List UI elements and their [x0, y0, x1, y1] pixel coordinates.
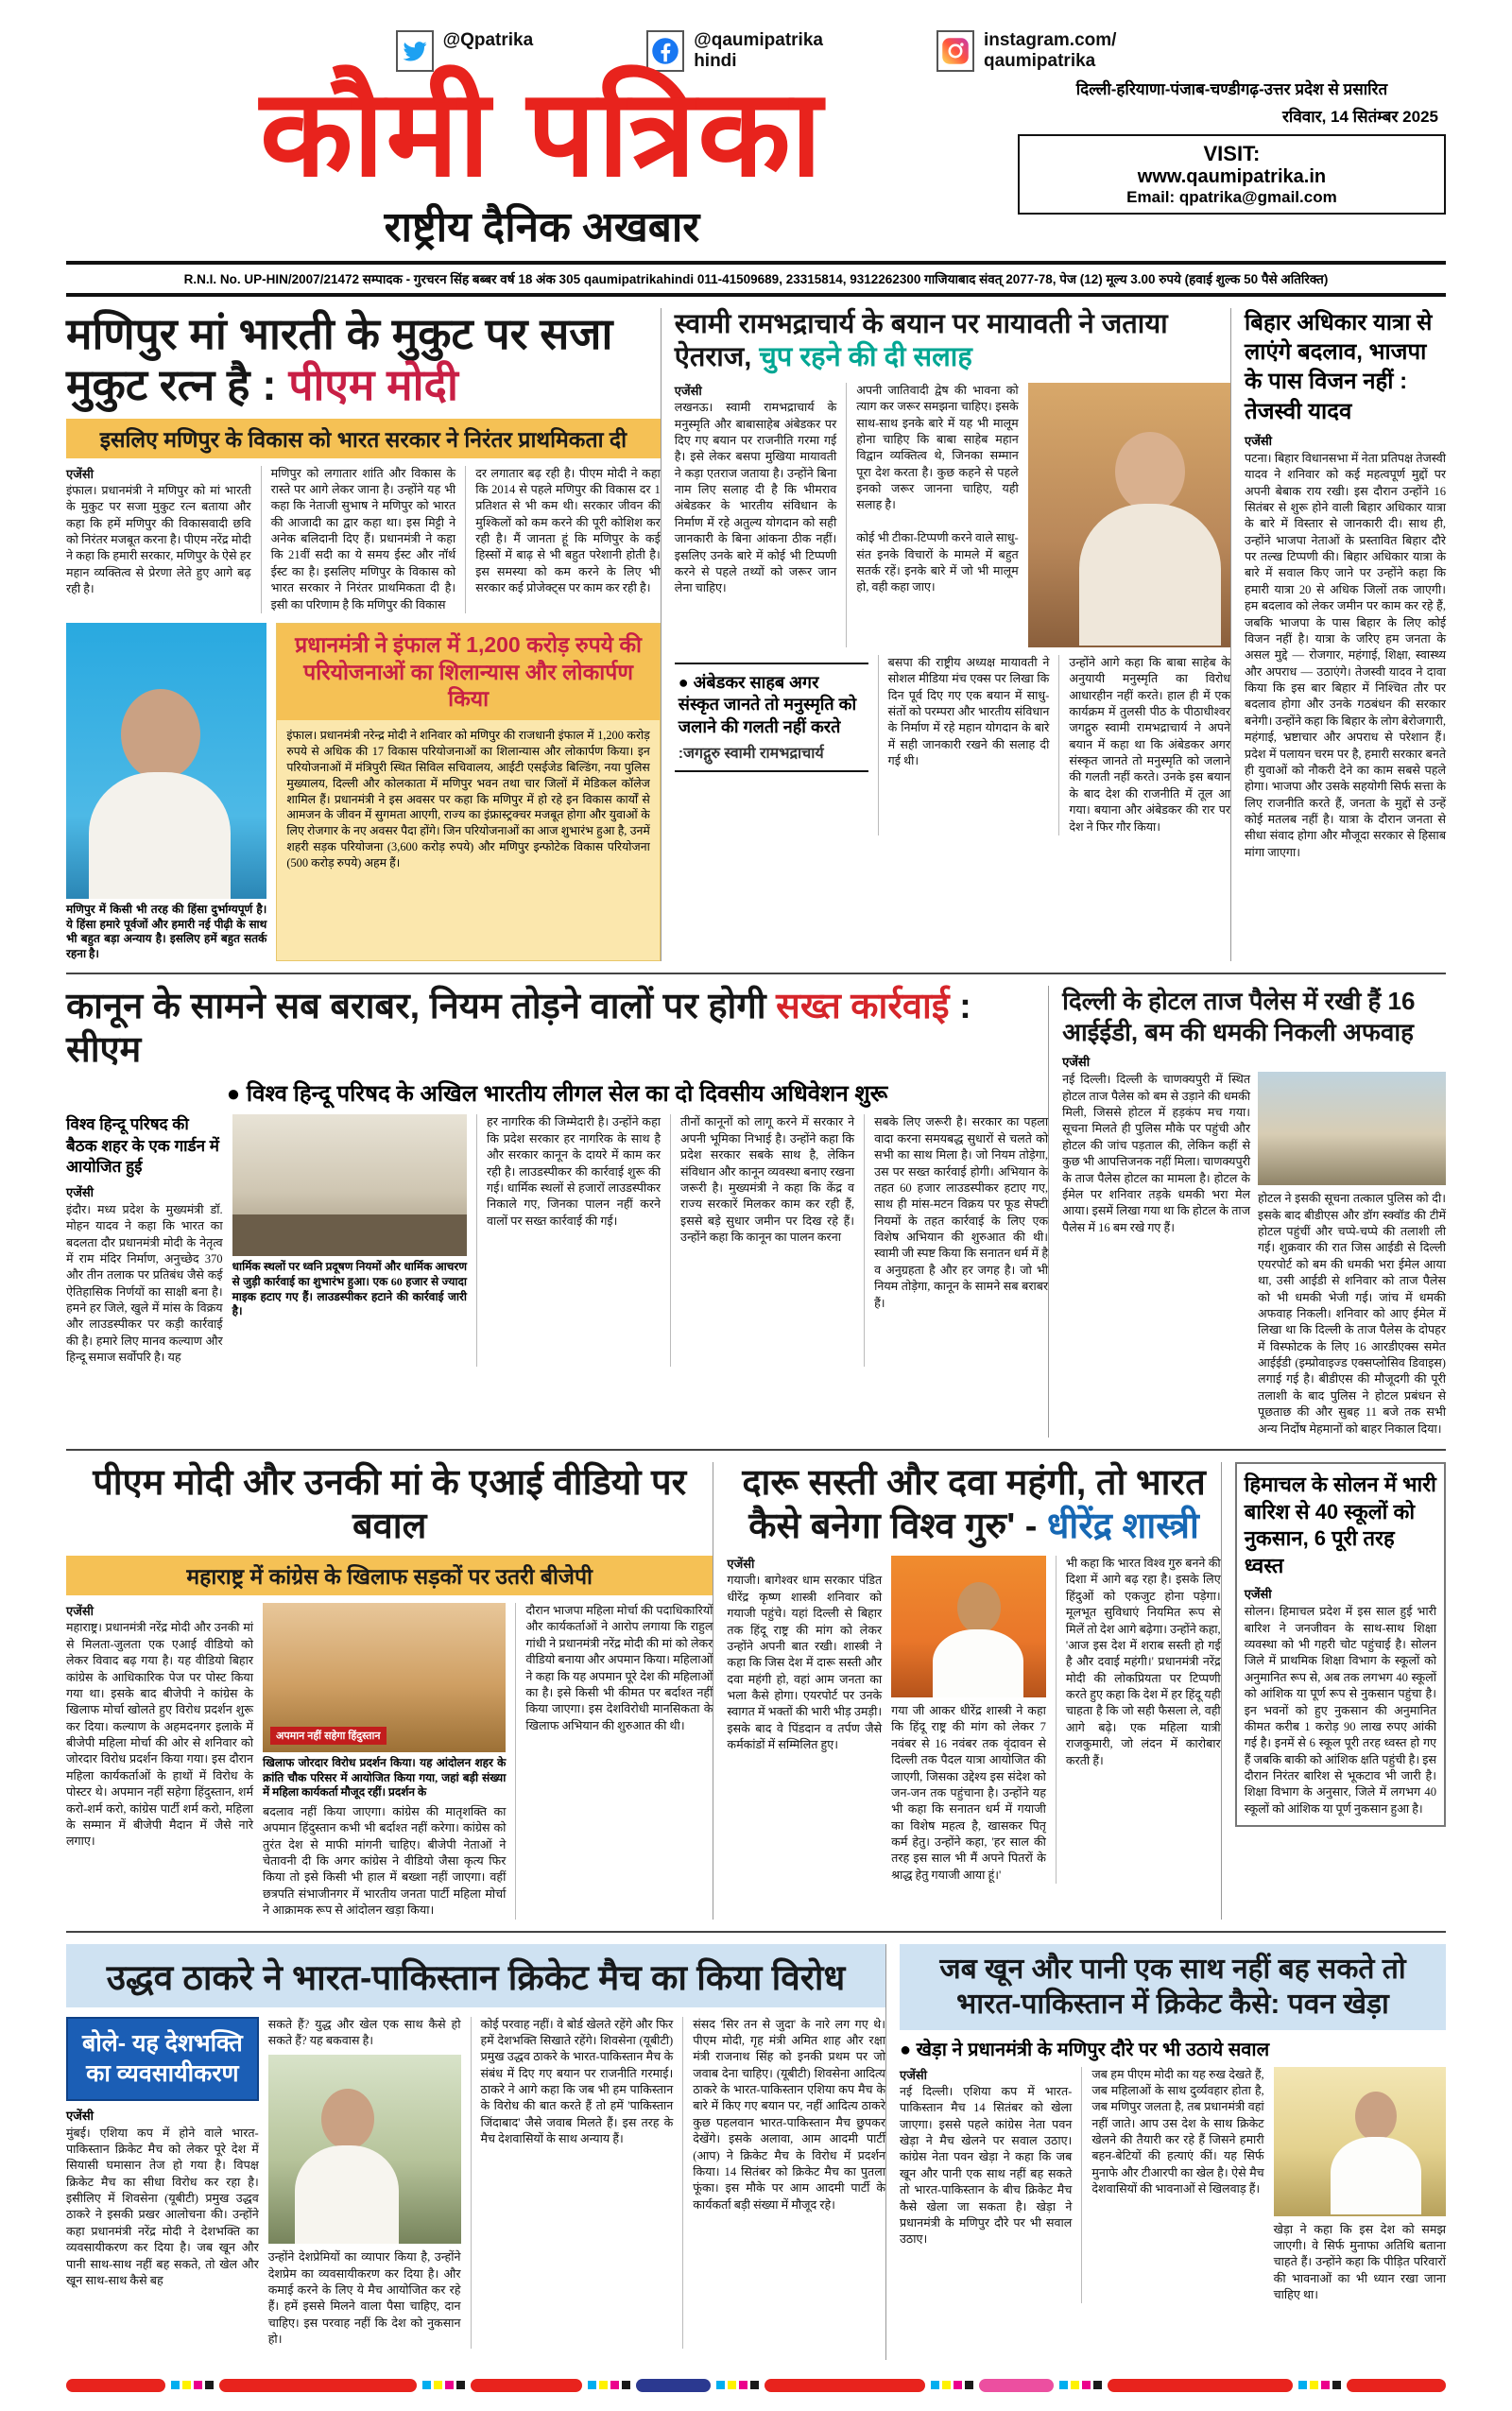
article-himachal-headline: हिमाचल के सोलन में भारी बारिश से 40 स्कूलों को नुकसान, 6 पूरी तरह ध्वस्त — [1244, 1472, 1436, 1577]
article-ai-col2: बदलाव नहीं किया जाएगा। कांग्रेस की मातृशक्ति का अपमान हिंदुस्तान कभी भी बर्दाश्त नहीं करेगा। कांग्रेस को तुरंत देश से माफी मांगनी चाहिए। बीजेपी नेताओं ने चेतावनी दी कि अगर कांग्रेस ने वीडियो जैसा कृत्य फिर किया तो इसे किसी भी हाल में बख्शा नहीं जाएगा। वहीं छत्रपति संभाजीनगर में भारतीय जनता पार्टी महिला मोर्चा ने आक्रामक रूप से आंदोलन खड़ा किया। — [263, 1804, 507, 1918]
article-himachal-box — [1235, 1462, 1446, 1827]
article-taj-headline: दिल्ली के होटल ताज पैलेस में रखी हैं 16 आईईडी, बम की धमकी निकली अफवाह — [1062, 987, 1416, 1046]
band-top — [66, 308, 1446, 961]
article-manipur-col2: मणिपुर को लगातार शांति और विकास के रास्ते पर आगे लेकर जाना है। उन्होंने यह भी कहा कि नेताजी सुभाष ने मणिपुर को भारत की आजादी का द्वार कहा था। इस मिट्टी ने अनेक बलिदानी दिए हैं। प्रधानमंत्री ने कहा कि 21वीं सदी का ये समय ईस्ट और नॉर्थ ईस्ट का है। इसलिए मणिपुर के विकास को भारत सरकार ने निरंतर प्राथमिकता दी है। इसी का परिणाम है कि मणिपुर की विकास — [261, 466, 456, 613]
date-line: रविवार, 14 सितंम्बर 2025 — [1281, 108, 1438, 126]
article-kheda-headline: जब खून और पानी एक साथ नहीं बह सकते तो भारत-पाकिस्तान में क्रिकेट कैसे: पवन खेड़ा — [900, 1944, 1446, 2030]
article-kheda-col3: खेड़ा ने कहा कि इस देश को समझ जाएगी। वे सिर्फ मुनाफा अतिथि बताना चाहते हैं। उन्होंने कहा कि पीड़ित परिवारों की भावनाओं का भी ध्यान रखा जाना चाहिए था। — [1273, 2222, 1446, 2301]
article-manipur-headline: मणिपुर मां भारती के मुकुट पर सजा मुकुट रत्न है : पीएम मोदी — [66, 309, 613, 410]
quote-attribution: :जगद्गुरु स्वामी रामभद्राचार्य — [678, 745, 824, 762]
article-manipur-col3: दर लगातार बढ़ रही है। पीएम मोदी ने कहा कि 2014 से पहले मणिपुर की विकास दर 1 प्रतिशत से भी कम थी। सरकार जीवन की मुश्किलों को कम करने की पूरी कोशिश कर रही है। मैं जानता हूं कि मणिपुर के कई हिस्सों में बाढ़ से भी बहुत परेशानी होती है। इस समस्या को कम करने के लिए भी सरकार कई प्रोजेक्ट्स पर काम कर रही है। — [465, 466, 661, 613]
article-vhp-col1 — [66, 1114, 223, 1366]
page-header — [66, 17, 1446, 297]
band-bottom — [66, 1944, 1446, 2360]
article-taj-col2-block — [1258, 1072, 1446, 1438]
article-himachal — [1235, 1462, 1446, 1920]
article-tejashwi-headline: बिहार अधिकार यात्रा से लाएंगे बदलाव, भाजपा के पास विजन नहीं : तेजस्वी यादव — [1245, 310, 1433, 424]
article-mayawati — [675, 308, 1231, 961]
quote-text: ● अंबेडकर साहब अगर संस्कृत जानते तो मनुस्मृति को जलाने की गलती नहीं करते — [678, 672, 857, 736]
article-kheda — [900, 1944, 1446, 2360]
rambhadracharya-quote-block — [675, 655, 868, 835]
article-mayawati-headline: स्वामी रामभद्राचार्य के बयान पर मायावती ने जताया ऐतराज, चुप रहने की दी सलाह — [674, 309, 1168, 373]
masthead-block — [66, 66, 1018, 253]
visit-label: VISIT: — [1203, 142, 1261, 165]
article-uddhav-col2: सकते हैं? युद्ध और खेल एक साथ कैसे हो सकते हैं? यह बकवास है। — [267, 2017, 461, 2047]
modi-photo-caption: मणिपुर में किसी भी तरह की हिंसा दुर्भाग्यपूर्ण है। ये हिंसा हमारे पूर्वजों और हमारी नई पीढ़ी के साथ भी बहुत बड़ा अन्याय है। इसलिए हमें बहुत सतर्क रहना है। — [66, 902, 267, 960]
article-tejashwi-agency: एजेंसी — [1245, 433, 1273, 448]
facebook-handle: @qaumipatrika hindi — [694, 30, 823, 71]
masthead: कौमी पत्रिका — [260, 66, 824, 201]
article-tejashwi-body: पटना। बिहार विधानसभा में नेता प्रतिपक्ष तेजस्वी यादव ने शनिवार को कई महत्वपूर्ण मुद्दों पर अपनी बेबाक राय रखी। इस दौरान उन्होंने 16 सितंबर से शुरू होने वाली बिहार अधिकार यात्रा के बारे में विस्तार से जानकारी दी। साथ ही, उन्होंने भाजपा नेताओं के प्रस्तावित बिहार दौरे पर तल्ख टिप्पणी की। बिहार अधिकार यात्रा के बारे में सवाल किए जाने पर उन्होंने कहा कि हमारी यात्रा 20 से अधिक जिलों तक जाएगी। हम बदलाव को लेकर जमीन पर काम कर रहे हैं, जबकि भाजपा के पास बिहार के लिए कोई विजन नहीं है। यात्रा के जरिए हम जनता के असल मुद्दे — रोजगार, महंगाई, शिक्षा, स्वास्थ्य और अपराध — उठाएंगे। तेजस्वी यादव ने दावा किया कि इस बार बिहार में निश्चित तौर पर बदलाव होगा और उनके गठबंधन की सरकार बनेगी। उन्होंने कहा कि बिहार के लोग बेरोजगारी, महंगाई, भ्रष्टाचार और अपराध से परेशान हैं। प्रदेश में पलायन चरम पर है, हमारी सरकार बनते ही युवाओं को नौकरी देने का काम सबसे पहले होगा। भाजपा और उसके सहयोगी सिर्फ सत्ता के लिए राजनीति करते हैं, जनता के मुद्दों से उन्हें कोई मतलब नहीं है। यात्रा के दौरान जनता से सीधा संवाद होगा और मौजूदा सरकार से हिसाब मांगा जाएगा। — [1245, 451, 1447, 859]
article-manipur-kicker: इसलिए मणिपुर के विकास को भारत सरकार ने निरंतर प्राथमिकता दी — [66, 419, 661, 458]
article-ai-headline: पीएम मोदी और उनकी मां के एआई वीडियो पर बवाल — [93, 1462, 687, 1546]
vhp-convention-photo — [232, 1114, 467, 1256]
bjp-protest-photo — [263, 1603, 506, 1752]
article-ai-col3: दौरान भाजपा महिला मोर्चा की पदाधिकारियों और कार्यकर्ताओं ने आरोप लगाया कि राहुल गांधी ने प्रधानमंत्री नरेंद्र मोदी की मां को लेकर वीडियो बनाया और अपमान किया। महिलाओं ने कहा कि यह अपमान पूरे देश की महिलाओं का है। इसे किसी भी कीमत पर बर्दाश्त नहीं किया जाएगा। इस देशविरोधी मानसिकता के खिलाफ अभियान की शुरुआत की थी। — [515, 1603, 713, 1919]
article-shastri-headline: दारू सस्ती और दवा महंगी, तो भारत कैसे बनेगा विश्व गुरु' - धीरेंद्र शास्त्री — [742, 1462, 1206, 1546]
article-vhp-col3: तीनों कानूनों को लागू करने में सरकार ने अपनी भूमिका निभाई है। उन्होंने कहा कि प्रदेश सरकार सबके साथ है, लेकिन संविधान और कानून व्यवस्था बनाए रखना जरूरी है। मुख्यमंत्री ने कहा कि केंद्र व राज्य सरकारें मिलकर काम कर रही हैं, इससे बड़े सुधार जमीन पर दिख रहे हैं। उन्होंने कहा कि कानून का पालन करना — [670, 1114, 854, 1366]
modi-speech-photo — [66, 623, 266, 899]
visit-url: www.qaumipatrika.in — [1137, 166, 1327, 187]
article-uddhav-headline: उद्धव ठाकरे ने भारत-पाकिस्तान क्रिकेट मैच का किया विरोध — [66, 1944, 885, 2007]
vhp-photo-block — [232, 1114, 467, 1366]
article-mayawati-more1: बसपा की राष्ट्रीय अध्यक्ष मायावती ने सोशल मीडिया मंच एक्स पर लिखा कि दिन पूर्व दिए गए एक बयान में साधु-संतों को परम्परा और भारतीय संविधान के निर्माण में रहे महान योगदान के बारे में सही जानकारी रखने की सलाह दी गई थी। — [878, 655, 1050, 835]
article-manipur-lead — [66, 466, 661, 613]
instagram-icon — [936, 30, 974, 72]
article-taj-agency: एजेंसी — [1062, 1055, 1091, 1070]
article-tejashwi — [1245, 308, 1446, 961]
protest-photo-block — [263, 1603, 506, 1919]
projects-box-title: प्रधानमंत्री ने इंफाल में 1,200 करोड़ रुपये की परियोजनाओं का शिलान्यास और लोकार्पण किया — [277, 624, 659, 720]
article-ai-video — [66, 1462, 713, 1920]
vhp-photo-caption: धार्मिक स्थलों पर ध्वनि प्रदूषण नियमों और धार्मिक आचरण से जुड़ी कार्रवाई का शुभारंभ हुआ। एक 60 हजार से ज्यादा माइक हटाए गए हैं। लाउडस्पीकर हटाने की कार्रवाई जारी है। — [232, 1260, 468, 1318]
article-shastri-col1: एजेंसी गयाजी। बागेश्वर धाम सरकार पंडित धीरेंद्र कृष्ण शास्त्री शनिवार को गयाजी पहुंचे। यहां दिल्ली से बिहार तक हिंदू राष्ट्र की मांग को लेकर उन्होंने अपनी बात रखी। शास्त्री ने कहा कि जिस देश में दारू सस्ती और दवा महंगी हो, वहां आम जनता का भला कैसे होगा। एयरपोर्ट पर उनके स्वागत में भक्तों की भारी भीड़ उमड़ी। इसके बाद वे पिंडदान व तर्पण जैसे कर्मकांडों में सम्मिलित हुए। — [727, 1557, 883, 1752]
taj-hotel-photo — [1258, 1072, 1446, 1185]
publication-info — [1018, 74, 1446, 253]
mayawati-photo-block — [1028, 383, 1230, 647]
article-uddhav-col1-block — [66, 2017, 259, 2349]
masthead-row — [66, 66, 1446, 253]
article-taj-palace — [1062, 986, 1446, 1438]
instagram-handle: instagram.com/ qaumipatrika — [983, 30, 1117, 71]
kheda-photo — [1274, 2067, 1446, 2216]
mayawati-photo — [1028, 383, 1230, 647]
article-shastri — [727, 1462, 1221, 1920]
article-ai-kicker: महाराष्ट्र में कांग्रेस के खिलाफ सड़कों पर उतरी बीजेपी — [66, 1556, 713, 1595]
article-uddhav-col2b: उन्होंने देशप्रेमियों का व्यापार किया है, उन्होंने देशप्रेम का व्यवसायीकरण कर दिया है। और कमाई करने के लिए ये मैच आयोजित कर रहे हैं। हमें इससे मिलने वाला पैसा चाहिए, दान चाहिए। इस परवाह नहीं कि देश को नुकसान हो। — [267, 2250, 461, 2347]
uddhav-photo-block — [268, 2017, 461, 2349]
shastri-photo-block — [891, 1556, 1046, 1884]
social-row — [66, 17, 1446, 74]
visit-box — [1018, 134, 1446, 215]
article-uddhav-agency: एजेंसी — [66, 2108, 94, 2123]
article-kheda-col1: एजेंसी नई दिल्ली। एशिया कप में भारत-पाकिस्तान मैच 14 सितंबर को खेला जाएगा। इससे पहले कांग्रेस नेता पवन खेड़ा ने मैच खेलने पर सवाल उठाए। कांग्रेस नेता पवन खेड़ा ने कहा कि जब खून और पानी एक साथ नहीं बह सकते तो भारत-पाकिस्तान के बीच क्रिकेट मैच कैसे खेला जा सकता है। खेड़ा ने प्रधानमंत्री के मणिपुर दौरे पर भी सवाल उठाए। — [900, 2067, 1073, 2247]
article-mayawati-col2: अपनी जातिवादी द्वेष की भावना को त्याग कर जरूर समझना चाहिए। इसके साथ-साथ इनके बारे में यह भी मालूम होना चाहिए कि बाबा साहेब महान विद्वान व्यक्तित्व थे, जिनका सम्मान पूरा देश करता है। कुछ कहने से पहले इनको जरूर जानना चाहिए, यही सलाह है। कोई भी टीका-टिप्पणी करने वाले साधु-संत इनके विचारों के मामले में बहुत सतर्क रहें। इनके बारे में जो भी मालूम हो, वही कहा जाए। — [846, 383, 1018, 647]
article-shastri-col3: भी कहा कि भारत विश्व गुरु बनने की दिशा में आगे बढ़ रहा है। इसके लिए हिंदुओं को एकजुट होना पड़ेगा। मूलभूत सुविधाएं नियमित रूप से मिलें तो देश आगे बढ़ेगा। उन्होंने कहा, 'आज इस देश में शराब सस्ती हो गई है और दवाई महंगी।' प्रधानमंत्री नरेंद्र मोदी की लोकप्रियता पर टिप्पणी करते हुए कहा कि देश में हर हिंदू यही चाहता है कि जो सही फैसला ले, वही आगे बढ़े। एक महिला यात्री राजकुमारी, जो लंदन में कारोबार करती हैं। — [1056, 1556, 1221, 1884]
band-middle — [66, 1462, 1446, 1920]
band-legal-cell — [66, 986, 1446, 1438]
article-himachal-agency: एजेंसी — [1244, 1587, 1272, 1602]
article-vhp-subhead: ● विश्व हिन्दू परिषद के अखिल भारतीय लीगल सेल का दो दिवसीय अधिवेशन शुरू — [226, 1081, 888, 1108]
article-vhp-col4: सबके लिए जरूरी है। सरकार का पहला वादा करना समयबद्ध सुधारों से चलते को सभी का साथ मिला है। जो नियम तोड़ेगा, उस पर सख्त कार्रवाई होगी। अभियान के तहत 60 हजार लाउडस्पीकर हटाए गए, साथ ही मांस-मटन विक्रय पर फूड सेफ्टी नियमों के तहत कार्रवाई के लिए एक विशेष अभियान की शुरुआत की थी। स्वामी जी स्पष्ट किया कि सनातन धर्म में है व अनुग्रहता है और हर जगह है। जो भी नियम तोड़ेगा, कानून के सामने सब बराबर हैं। — [864, 1114, 1048, 1366]
article-vhp-headline: कानून के सामने सब बराबर, नियम तोड़ने वालों पर होगी सख्त कार्रवाई : सीएम — [66, 987, 971, 1070]
article-mayawati-more2: उन्होंने आगे कहा कि बाबा साहेब के अनुयायी मनुस्मृति का विरोध आधारहीन नहीं करते। हाल ही में एक कार्यक्रम में तुलसी पीठ के पीठाधीश्वर जगद्गुरु स्वामी रामभद्राचार्य ने अपने बयान में कहा था कि अंबेडकर अगर संस्कृत जानते तो मनुस्मृति को जलाने की गलती नहीं करते। उनके इस बयान के बाद देश की राजनीति में तूल आ गया। बयाना और अंबेडकर की रार पर देश ने फिर गौर किया। — [1058, 655, 1230, 835]
article-shastri-col2: गया जी आकर धीरेंद्र शास्त्री ने कहा कि हिंदू राष्ट्र की मांग को लेकर 7 नवंबर से 16 नवंबर तक वृंदावन से दिल्ली तक पैदल यात्रा आयोजित की जाएगी, जिसका उद्देश्य इस संदेश को जन-जन तक पहुंचाना है। उन्होंने यह भी कहा कि सनातन धर्म में गयाजी का विशेष महत्व है, खासकर पितृ कर्म हेतु। उन्होंने कहा, 'हर साल की तरह इस साल भी मैं अपने पितरों के श्राद्ध हेतु गयाजी आया हूं।' — [891, 1704, 1046, 1882]
article-kheda-subhead: ● खेड़ा ने प्रधानमंत्री के मणिपुर दौरे पर भी उठाये सवाल — [900, 2039, 1270, 2060]
article-vhp-col1-text: इंदौर। मध्य प्रदेश के मुख्यमंत्री डॉ. मोहन यादव ने कहा कि भारत का बदलता दौर प्रधानमंत्री मोदी के नेतृत्व में राम मंदिर निर्माण, अनुच्छेद 370 और तीन तलाक पर प्रतिबंध जैसे कई ऐतिहासिक निर्णयों का साक्षी बना है। हमने हर जिले, खुले में मांस के विक्रय और लाउडस्पीकर पर कड़ी कार्रवाई की है। हमारे लिए मानव कल्याण और हिन्दू समाज सर्वोपरि है। यह — [66, 1202, 223, 1365]
article-vhp-sidehead: विश्व हिन्दू परिषद की बैठक शहर के एक गार्डन में आयोजित हुई — [66, 1115, 219, 1176]
article-uddhav-col4: संसद 'सिर तन से जुदा' के नारे लग गए थे। पीएम मोदी, गृह मंत्री अमित शाह और रक्षा मंत्री राजनाथ सिंह को इनकी प्रथम पर जो जवाब देना चाहिए। (यूबीटी) शिवसेना आदित्य ठाकरे के भारत-पाकिस्तान एशिया कप मैच के बारे में किए गए बयान पर, नहीं आदित्य ठाकरे कुछ पहलवान भारत-पाकिस्तान मैच छुपकर देखेंगे। इसके अलावा, आम आदमी पार्टी (आप) ने क्रिकेट मैच के विरोध में प्रदर्शन किया। 14 सितंबर को क्रिकेट मैच का पुतला फूंका। इस मौके पर आम आदमी पार्टी के कार्यकर्ता बड़ी संख्या में मौजूद रहे। — [682, 2017, 885, 2349]
article-kheda-col2: जब हम पीएम मोदी का यह रुख देखते हैं, जब महिलाओं के साथ दुर्व्यवहार होता है, जब मणिपुर जलता है, तब प्रधानमंत्री वहां नहीं जाते। आप उस देश के साथ क्रिकेट खेलने की तैयारी कर रहे हैं जिसने हमारी बहन-बेटियों की हत्याएं कीं। यह सिर्फ मुनाफे और टीआरपी का खेल है। ऐसे मैच देशवासियों की भावनाओं से खिलवाड़ हैं। — [1081, 2067, 1263, 2304]
article-manipur-photo-block — [66, 623, 266, 961]
uddhav-subhead-box: बोले- यह देशभक्ति का व्यवसायीकरण — [66, 2017, 259, 2101]
article-taj-col2: होटल ने इसकी सूचना तत्काल पुलिस को दी। इसके बाद बीडीएस और डॉग स्क्वॉड की टीमें होटल पहुंचीं और चप्पे-चप्पे की तलाशी ली गई। शुक्रवार की रात जिस आईडी से दिल्ली एयरपोर्ट को बम की धमकी भरा ईमेल आया था, उसी आईडी से शनिवार को ताज पैलेस को भी धमकी भेजी गई। जांच में धमकी अफवाह निकली। शनिवार को आए ईमेल में लिखा था कि दिल्ली के ताज पैलेस के दोपहर में विस्फोटक के लिए 16 आरडीएक्स समेत आईईडी (इम्प्रोवाइज्ड एक्सप्लोसिव डिवाइस) लगाई गई है। बीडीएस की मौजूदगी की पूरी तलाशी के बाद पुलिस ने होटल प्रबंधन से पूछताछ की और सुबह 11 बजे तक सभी अन्य निर्दोष मेहमानों को बाहर निकाल दिया। — [1258, 1192, 1446, 1436]
article-vhp-col2: हर नागरिक की जिम्मेदारी है। उन्होंने कहा कि प्रदेश सरकार हर नागरिक के साथ है और सरकार कानून के दायरे में काम कर रही है। लाउडस्पीकर की कार्रवाई शुरू की गई। धार्मिक स्थलों से हजारों लाउडस्पीकर निकाले गए, जिनका पालन नहीं करने वालों पर सख्त कार्रवाई की गई। — [476, 1114, 661, 1366]
protest-banner-text: अपमान नहीं सहेगा हिंदुस्तान — [270, 1727, 387, 1745]
rni-line: R.N.I. No. UP-HIN/2007/21472 सम्पादक - गुरचरन सिंह बब्बर वर्ष 18 अंक 305 qaumipatrikahindi 011-41509689, 23315814, 9312262300 गाजियाबाद संवत् 2077-78, पेज (12) मूल्य 3.00 रुपये (हवाई शुल्क 50 पैसे अतिरिक्त) — [66, 261, 1446, 297]
print-color-bar — [66, 2375, 1446, 2396]
article-vhp-agency: एजेंसी — [66, 1184, 94, 1199]
article-mayawati-col1: एजेंसी लखनऊ। स्वामी रामभद्राचार्य के मनुस्मृति और बाबासाहेब अंबेडकर पर दिए गए बयान पर राजनीति गरमा गई है। इसे लेकर बसपा मुखिया मायावती ने कड़ा एतराज जताया है। उन्होंने बिना नाम लिए सलाह दी है कि भीमराव अंबेडकर के भारतीय संविधान के निर्माण में रहे अतुल्य योगदान को सही जानकारी के बिना आंकना ठीक नहीं। इसलिए उनके बारे में कोई भी टिप्पणी करने से पहले तथ्यों को जरूर जान लेना चाहिए। — [674, 383, 837, 595]
kheda-photo-block — [1274, 2067, 1446, 2304]
projects-box-body: इंफाल। प्रधानमंत्री नरेन्द्र मोदी ने शनिवार को मणिपुर की राजधानी इंफाल में 1,200 करोड़ रुपये से अधिक की 17 विकास परियोजनाओं का शिलान्यास और लोकार्पण किया। इन परियोजनाओं में मंत्रिपुरी स्थित सिविल सचिवालय, आईटी एसईजेड बिल्डिंग, नया पुलिस मुख्यालय, दिल्ली और कोलकाता में मणिपुर भवन तथा चार जिलों में मेडिकल कॉलेज शामिल हैं। प्रधानमंत्री ने इस अवसर पर कहा कि मणिपुर में हो रहे इन विकास कार्यों से आमजन के जीवन में सुगमता आएगी, राज्य का इंफ्रास्ट्रक्चर मजबूत होगा और युवाओं के लिए रोजगार के नए अवसर पैदा होंगे। जिन परियोजनाओं का आज शुभारंभ हुआ है, उनमें शहरी सड़क परियोजना (3,600 करोड़ रुपये) और मणिपुर इन्फोटेक विकास परियोजना (500 करोड़ रुपये) अहम हैं। — [286, 729, 650, 870]
visit-email: Email: qpatrika@gmail.com — [1126, 188, 1337, 206]
uddhav-photo — [268, 2055, 461, 2244]
article-manipur-col1: एजेंसी इंफाल। प्रधानमंत्री ने मणिपुर को मां भारती के मुकुट पर सजा मुकुट रत्न बताया और कहा कि हमें मणिपुर की विकासवादी छवि को निरंतर मजबूत करना है। पीएम नरेंद्र मोदी ने कहा कि हमारी सरकार, मणिपुर के ऐसे हर महान व्यक्तित्व से प्रेरणा लेते हुए आगे बढ़ रही है। — [66, 466, 251, 596]
article-vhp-cm — [66, 986, 1049, 1438]
article-uddhav-col3: कोई परवाह नहीं। वे बोर्ड खेलते रहेंगे और फिर हमें देशभक्ति सिखाते रहेंगे। शिवसेना (यूबीटी) प्रमुख उद्धव ठाकरे के भारत-पाकिस्तान मैच के संबंध में दिए गए बयान पर राजनीति गरमाई। ठाकरे ने आगे कहा कि जब भी हम पाकिस्तान के विरोध की बात करते हैं तो हमें 'पाकिस्तान जिंदाबाद' जैसे जवाब मिलते हैं। इस तरह के मैच देशवासियों के साथ अन्याय हैं। — [471, 2017, 674, 2349]
manipur-projects-box — [276, 623, 660, 961]
article-uddhav-col1: मुंबई। एशिया कप में होने वाले भारत-पाकिस्तान क्रिकेट मैच को लेकर पूरे देश में सियासी घमासान तेज हो गया है। विपक्ष क्रिकेट मैच का सीधा विरोध कर रहा है। इसीलिए में शिवसेना (यूबीटी) प्रमुख उद्धव ठाकरे ने इसकी प्रखर आलोचना की। उन्होंने कहा प्रधानमंत्री नरेंद्र मोदी ने देशभक्ति का व्यवसायीकरण कर दिया है। जब खून और पानी साथ-साथ नहीं बह सकते, तो खेल और खून साथ-साथ कैसे बह — [66, 2126, 259, 2287]
protest-photo-caption: खिलाफ जोरदार विरोध प्रदर्शन किया। यह आंदोलन शहर के क्रांति चौक परिसर में आयोजित किया गया, जहां बड़ी संख्या में महिला कार्यकर्ता मौजूद रहीं। प्रदर्शन के — [263, 1756, 507, 1800]
article-himachal-body: सोलन। हिमाचल प्रदेश में इस साल हुई भारी बारिश ने जनजीवन के साथ-साथ शिक्षा व्यवस्था को भी गहरी चोट पहुंचाई है। सोलन जिले में प्राथमिक शिक्षा विभाग के स्कूलों को अनुमानित रूप से, अब तक लगभग 40 स्कूलों को आंशिक या पूर्ण रूप से नुकसान पहुंचा है। इन भवनों को हुए नुकसान की अनुमानित कीमत करीब 1 करोड़ 90 लाख रुपए आंकी गई है। इनमें से 6 स्कूल पूरी तरह ध्वस्त हो गए हैं जबकि बाकी को आंशिक क्षति पहुंची है। इस दौरान निरंतर बारिश से भूकटाव भी जारी है। शिक्षा विभाग के अनुसार, जिले में लगभग 40 स्कूलों को आंशिक या पूर्ण नुकसान हुआ है। — [1244, 1605, 1437, 1816]
tagline: राष्ट्रीय दैनिक अखबार — [384, 204, 700, 250]
social-instagram — [936, 30, 1116, 72]
article-uddhav — [66, 1944, 886, 2360]
article-ai-col1: एजेंसी महाराष्ट्र। प्रधानमंत्री नरेंद्र मोदी और उनकी मां से मिलता-जुलता एक एआई वीडियो को लेकर विवाद बढ़ गया है। यह वीडियो बिहार कांग्रेस के आधिकारिक पेज पर पोस्ट किया गया था। इसके बाद बीजेपी ने कांग्रेस के खिलाफ मोर्चा खोलते हुए विरोध प्रदर्शन शुरू कर दिया। कल्याण के अहमदनगर इलाके में बीजेपी महिला मोर्चा की ओर से शनिवार को जोरदार विरोध प्रदर्शन किया गया। इस दौरान महिला कार्यकर्ताओं के हाथों में विरोध के पोस्टर थे। अपमान नहीं सहेगा हिंदुस्तान, शर्म करो-शर्म करो, कांग्रेस पार्टी शर्म करो, महिला के सम्मान में बीजेपी मैदान में जैसे नारे लगाए। — [66, 1604, 253, 1849]
article-manipur-modi — [66, 308, 662, 961]
shastri-photo — [891, 1556, 1046, 1697]
twitter-handle: @Qpatrika — [442, 30, 534, 50]
article-taj-col1: नई दिल्ली। दिल्ली के चाणक्यपुरी में स्थित होटल ताज पैलेस को बम से उड़ाने की धमकी मिली, जिससे होटल में हड़कंप मच गया। सूचना मिलते ही पुलिस मौके पर पहुंची और होटल की जांच पड़ताल की, लेकिन कहीं से कुछ भी आपत्तिजनक नहीं मिला। चाणक्यपुरी के ताज पैलेस होटल का मामला है। होटल के ईमेल पर शनिवार तड़के धमकी भरा मेल आया। इसमें लिखा गया था कि होटल के ताज पैलेस में 16 बम रखे गए हैं। — [1062, 1073, 1251, 1234]
region-line: दिल्ली-हरियाणा-पंजाब-चण्डीगढ़-उत्तर प्रदेश से प्रसारित — [1075, 80, 1388, 98]
